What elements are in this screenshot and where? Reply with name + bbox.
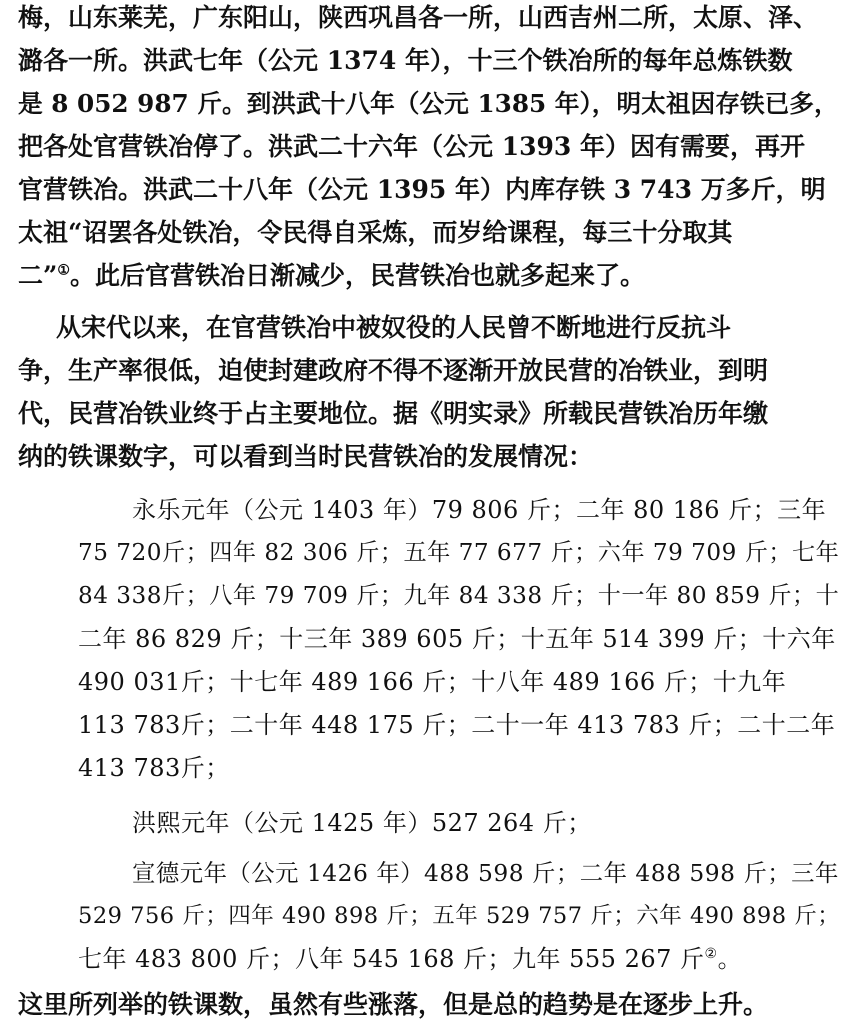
quote-line: 永乐元年（公元 1403 年）79 806 斤；二年 80 186 斤；三年 bbox=[132, 496, 827, 524]
paragraph-line: 是 8 052 987 斤。到洪武十八年（公元 1385 年），明太祖因存铁已多， bbox=[18, 89, 839, 118]
quote-line: 宣德元年（公元 1426 年）488 598 斤；二年 488 598 斤；三年 bbox=[132, 859, 839, 887]
paragraph-line: 从宋代以来，在官营铁冶中被奴役的人民曾不断地进行反抗斗 bbox=[56, 313, 732, 342]
paragraph-line: 把各处官营铁冶停了。洪武二十六年（公元 1393 年）因有需要，再开 bbox=[18, 132, 805, 161]
paragraph-line: 梅，山东莱芜，广东阳山，陕西巩昌各一所，山西吉州二所，太原、泽、 bbox=[18, 3, 819, 32]
paragraph-line-with-footnote bbox=[18, 261, 645, 291]
quote-line: 洪熙元年（公元 1425 年）527 264 斤； bbox=[132, 809, 592, 837]
quote-line: 529 756 斤；四年 490 898 斤；五年 529 757 斤；六年 490 898 斤； bbox=[78, 903, 841, 929]
sentence-continuation: 。此后官营铁冶日渐减少，民营铁冶也就多起来了。 bbox=[69, 261, 645, 290]
footnote-marker: ① bbox=[57, 262, 70, 279]
closing-line: 这里所列举的铁课数，虽然有些涨落，但是总的趋势是在逐步上升。 bbox=[18, 990, 769, 1019]
quote-line: 75 720斤；四年 82 306 斤；五年 77 677 斤；六年 79 709 斤；七年 bbox=[78, 540, 840, 566]
quote-end: 二” bbox=[18, 261, 58, 290]
paragraph-line: 官营铁冶。洪武二十八年（公元 1395 年）内库存铁 3 743 万多斤，明 bbox=[18, 175, 826, 204]
quote-line: 113 783斤；二十年 448 175 斤；二十一年 413 783 斤；二十二年 bbox=[78, 711, 836, 739]
paragraph-line: 争，生产率很低，迫使封建政府不得不逐渐开放民营的冶铁业，到明 bbox=[18, 356, 769, 385]
paragraph-line: 潞各一所。洪武七年（公元 1374 年），十三个铁冶所的每年总炼铁数 bbox=[18, 46, 793, 75]
quote-period: 。 bbox=[717, 945, 743, 973]
quote-text: 七年 483 800 斤；八年 545 168 斤；九年 555 267 斤 bbox=[78, 945, 705, 973]
quote-line: 二年 86 829 斤；十三年 389 605 斤；十五年 514 399 斤；十六年 bbox=[78, 625, 836, 653]
quote-line: 490 031斤；十七年 489 166 斤；十八年 489 166 斤；十九年 bbox=[78, 668, 787, 696]
quote-line-with-footnote bbox=[78, 944, 742, 974]
paragraph-line: 太祖“诏罢各处铁冶，令民得自采炼，而岁给课程，每三十分取其 bbox=[18, 218, 733, 247]
quote-line: 84 338斤；八年 79 709 斤；九年 84 338 斤；十一年 80 859 斤；十 bbox=[78, 583, 840, 609]
footnote-marker: ② bbox=[704, 946, 718, 962]
paragraph-line: 代，民营冶铁业终于占主要地位。据《明实录》所载民营铁冶历年缴 bbox=[18, 399, 769, 428]
quote-line: 413 783斤； bbox=[78, 754, 230, 782]
paragraph-line: 纳的铁课数字，可以看到当时民营铁冶的发展情况： bbox=[18, 442, 594, 471]
